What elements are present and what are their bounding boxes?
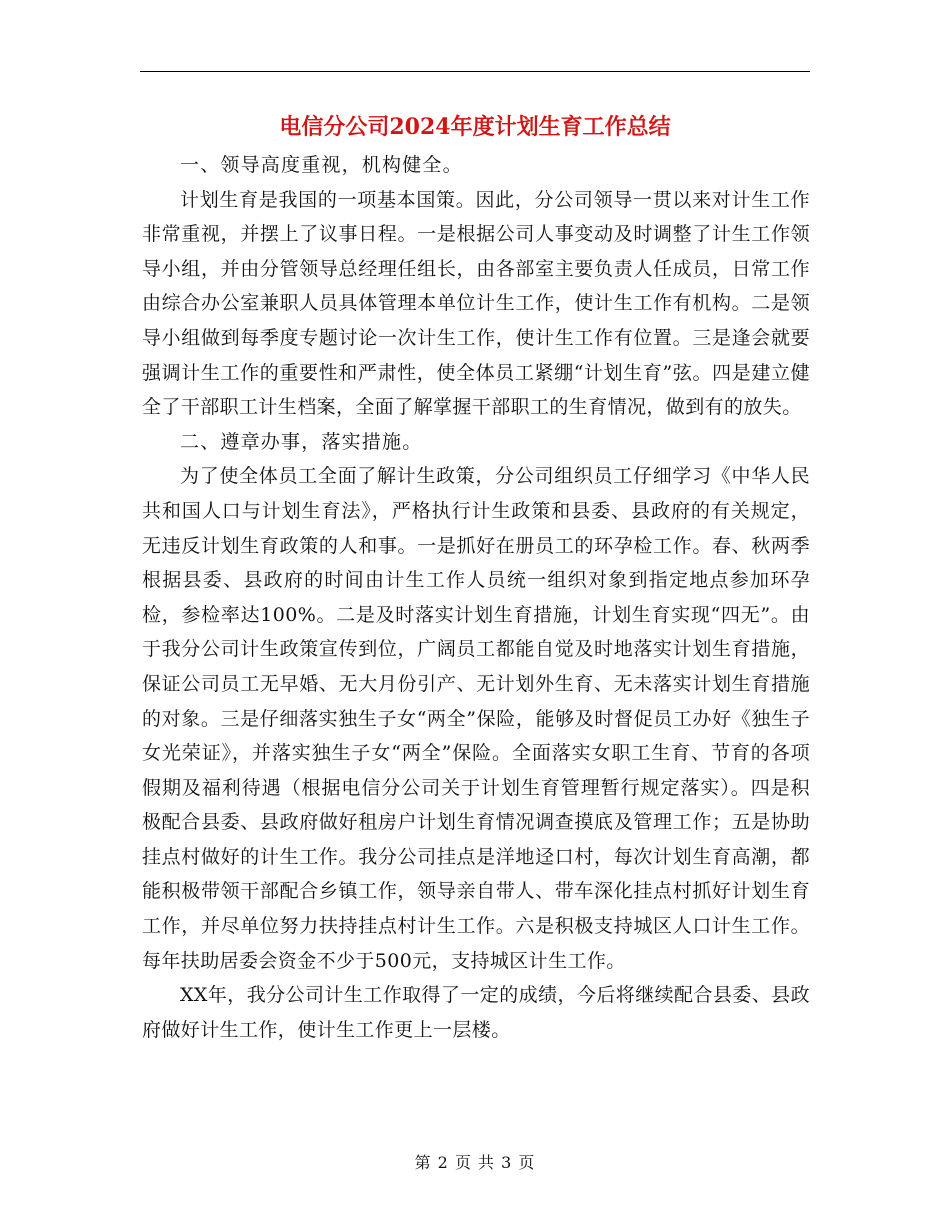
section-heading-2: 二、遵章办事，落实措施。 — [180, 430, 423, 453]
body-paragraph-1: 计划生育是我国的一项基本国策。因此，分公司领导一贯以来对计生工作非常重视，并摆上了议事日程。一是根据公司人事变动及时调整了计生工作领导小组，并由分管领导总经理任组长，由各部室主要负责人任成员，日常工作由综合办公室兼职人员具体管理本单位计生工作，使计生工作有机构。二是领导小组做到每季度专题讨论一次计生工作，使计生工作有位置。三是逢会就要强调计生工作的重要性和严肃性，使全体员工紧绷“计划生育”弦。四是建立健全了干部职工计生档案，全面了解掌握干部职工的生育情况，做到有的放失。 — [142, 188, 810, 419]
closing-paragraph: XX年，我分公司计生工作取得了一定的成绩，今后将继续配合县委、县政府做好计生工作，使计生工作更上一层楼。 — [142, 984, 810, 1041]
document-title: 电信分公司2024年度计划生育工作总结 — [279, 114, 671, 140]
section-heading-1: 一、领导高度重视，机构健全。 — [180, 154, 463, 176]
body-paragraph-2: 为了使全体员工全面了解计生政策，分公司组织员工仔细学习《中华人民共和国人口与计划生育法》，严格执行计生政策和县委、县政府的有关规定，无违反计划生育政策的人和事。一是抓好在册员工的环孕检工作。春、秋两季根据县委、县政府的时间由计生工作人员统一组织对象到指定地点参加环孕检，参检率达100%。二是及时落实计划生育措施，计划生育实现“四无”。由于我分公司计生政策宣传到位，广阔员工都能自觉及时地落实计划生育措施，保证公司员工无早婚、无大月份引产、无计划外生育、无未落实计划生育措施的对象。三是仔细落实独生子女“两全”保险，能够及时督促员工办好《独生子女光荣证》，并落实独生子女“两全”保险。全面落实女职工生育、节育的各项假期及福利待遇（根据电信分公司关于计划生育管理暂行规定落实）。四是积极配合县委、县政府做好租房户计划生育情况调查摸底及管理工作；五是协助挂点村做好的计生工作。我分公司挂点是洋地迳口村，每次计划生育高潮，都能积极带领干部配合乡镇工作，领导亲自带人、带车深化挂点村抓好计划生育工作，并尽单位努力扶持挂点村计生工作。六是积极支持城区人口计生工作。每年扶助居委会资金不少于500元，支持城区计生工作。 — [142, 465, 810, 972]
header-rule — [140, 71, 810, 72]
document-body — [142, 148, 810, 1047]
page-number-footer: 第 2 页 共 3 页 — [414, 1153, 536, 1172]
